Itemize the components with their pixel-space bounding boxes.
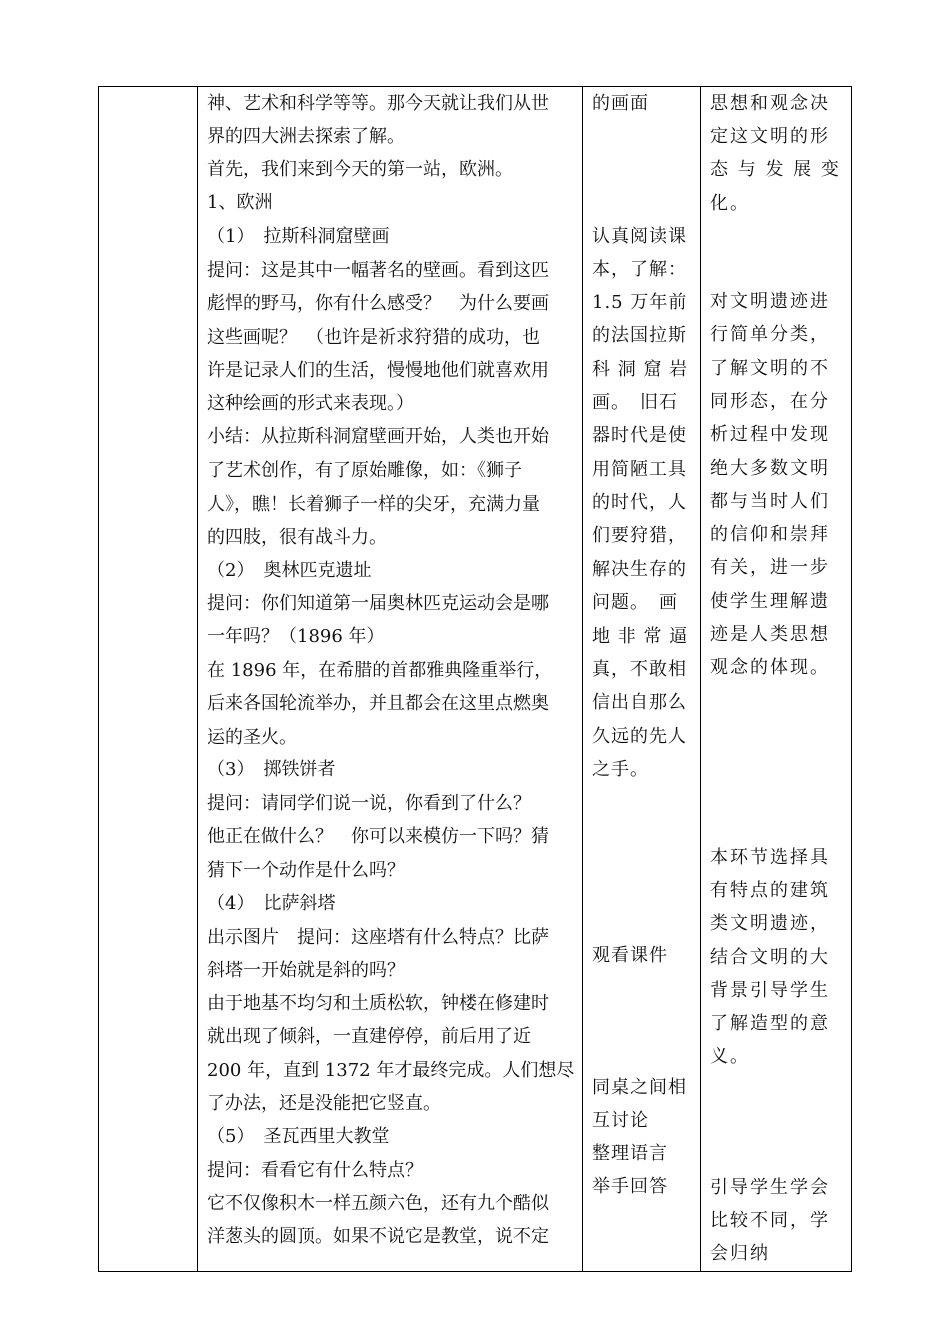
col4-text-line: 都与当时人们 [710, 491, 830, 512]
col4-text-line: 对文明遗迹进 [710, 291, 830, 312]
col4-text-line: 的信仰和崇拜 [710, 524, 830, 545]
col2-text-line: 提问：请同学们说一说，你看到了什么？ [207, 793, 531, 814]
col2-text-line: 界的四大洲去探索了解。 [207, 126, 405, 147]
col2-text-line: 他正在做什么？ 你可以来模仿一下吗？猜 [207, 826, 549, 847]
col3-text-line: 举手回答 [592, 1176, 668, 1197]
col2-text-line: 了办法，还是没能把它竖直。 [207, 1093, 441, 1114]
col3-text-line: 器时代是使 [592, 425, 687, 446]
col4-text-line: 了解造型的意 [710, 1013, 830, 1034]
col4-text-line: 背景引导学生 [710, 980, 830, 1001]
col2-text-line: 首先，我们来到今天的第一站，欧洲。 [207, 159, 513, 180]
teaching-process-column [197, 87, 582, 1271]
col3-text-line: 同桌之间相 [592, 1077, 687, 1098]
col4-text-line: 思想和观念决 [710, 93, 830, 114]
col3-text-line: 信出自那么 [592, 692, 687, 713]
col3-text-line: 用简陋工具 [592, 459, 687, 480]
col3-text-line: 整理语言 [592, 1143, 668, 1164]
col2-text-line: 了艺术创作，有了原始雕像，如：《狮子 [207, 460, 522, 481]
col3-text-line: 观看课件 [592, 945, 668, 966]
col2-text-line: （4） 比萨斜塔 [207, 893, 336, 914]
col3-text-line: 的法国拉斯 [592, 325, 687, 346]
col4-text-line: 比较不同，学 [710, 1210, 830, 1231]
col4-text-line: 结合文明的大 [710, 947, 830, 968]
stage-column [99, 87, 197, 1271]
col4-text-line: 化。 [710, 193, 750, 214]
col3-text-line: 问题。 画 [592, 592, 678, 613]
col3-text-line: 互讨论 [592, 1110, 649, 1131]
col3-text-line: 解决生存的 [592, 559, 687, 580]
col2-text-line: 这种绘画的形式来表现。） [207, 393, 414, 414]
col3-text-line: 之手。 [592, 759, 649, 780]
col4-text-line: 迹是人类思想 [710, 624, 830, 645]
col4-text-line: 定这文明的形 [710, 126, 830, 147]
lesson-table [98, 86, 852, 1272]
col4-text-line: 会归纳 [710, 1243, 770, 1264]
col4-text-line: 本环节选择具 [710, 847, 830, 868]
col2-text-line: （1） 拉斯科洞窟壁画 [207, 226, 390, 247]
col2-text-line: 提问：你们知道第一届奥林匹克运动会是哪 [207, 593, 549, 614]
col2-text-line: 小结：从拉斯科洞窟壁画开始，人类也开始 [207, 426, 549, 447]
design-intent-column [700, 87, 852, 1271]
col4-text-line: 态 与 发 展 变 [710, 159, 841, 180]
col2-text-line: （3） 掷铁饼者 [207, 759, 336, 780]
col3-text-line: 认真阅读课 [592, 226, 687, 247]
col2-text-line: 提问：看看它有什么特点？ [207, 1160, 423, 1181]
col3-text-line: 本，了解： [592, 259, 687, 280]
col4-text-line: 绝大多数文明 [710, 458, 830, 479]
col3-text-line: 的时代，人 [592, 492, 687, 513]
col3-text-line: 1.5 万年前 [592, 292, 688, 313]
col4-text-line: 同形态，在分 [710, 391, 830, 412]
col2-text-line: 出示图片 提问：这座塔有什么特点？比萨 [207, 927, 549, 948]
col3-text-line: 真，不敢相 [592, 659, 687, 680]
col2-text-line: 猜下一个动作是什么吗？ [207, 860, 405, 881]
col2-text-line: 一年吗？（1896 年） [207, 626, 385, 647]
col4-text-line: 类文明遗迹， [710, 913, 830, 934]
col3-text-line: 科 洞 窟 岩 [592, 359, 689, 380]
col2-text-line: 神、艺术和科学等等。那今天就让我们从世 [207, 93, 549, 114]
col3-text-line: 画。 旧石 [592, 392, 678, 413]
col2-text-line: 在 1896 年，在希腊的首都雅典隆重举行， [207, 660, 553, 681]
col2-text-line: 200 年，直到 1372 年才最终完成。人们想尽 [207, 1060, 575, 1081]
col3-text-line: 地 非 常 逼 [592, 626, 689, 647]
col4-text-line: 有关，进一步 [710, 557, 830, 578]
col4-text-line: 引导学生学会 [710, 1177, 830, 1198]
col4-text-line: 有特点的建筑 [710, 880, 830, 901]
col2-text-line: 许是记录人们的生活，慢慢地他们就喜欢用 [207, 360, 549, 381]
col2-text-line: 彪悍的野马，你有什么感受？ 为什么要画 [207, 293, 549, 314]
col2-text-line: 1、欧洲 [207, 192, 273, 213]
col2-text-line: 人》，瞧！长着狮子一样的尖牙，充满力量 [207, 494, 540, 515]
col2-text-line: 的四肢，很有战斗力。 [207, 527, 387, 548]
col2-text-line: （2） 奥林匹克遗址 [207, 560, 372, 581]
col4-text-line: 析过程中发现 [710, 424, 830, 445]
col2-text-line: （5） 圣瓦西里大教堂 [207, 1126, 390, 1147]
col4-text-line: 义。 [710, 1046, 750, 1067]
col2-text-line: 后来各国轮流举办，并且都会在这里点燃奥 [207, 693, 549, 714]
col2-text-line: 就出现了倾斜，一直建停停，前后用了近 [207, 1026, 531, 1047]
col2-text-line: 它不仅像积木一样五颜六色，还有九个酷似 [207, 1193, 549, 1214]
col2-text-line: 由于地基不均匀和土质松软，钟楼在修建时 [207, 993, 549, 1014]
col4-text-line: 观念的体现。 [710, 657, 830, 678]
col2-text-line: 提问：这是其中一幅著名的壁画。看到这匹 [207, 260, 549, 281]
col4-text-line: 行简单分类， [710, 324, 830, 345]
col2-text-line: 运的圣火。 [207, 727, 297, 748]
col2-text-line: 斜塔一开始就是斜的吗？ [207, 960, 405, 981]
col2-text-line: 这些画呢？ （也许是祈求狩猎的成功，也 [207, 327, 540, 348]
col2-text-line: 洋葱头的圆顶。如果不说它是教堂，说不定 [207, 1226, 549, 1247]
col3-text-line: 的画面 [592, 93, 649, 114]
col4-text-line: 了解文明的不 [710, 358, 830, 379]
student-activity-column [582, 87, 700, 1271]
col3-text-line: 久远的先人 [592, 726, 687, 747]
col4-text-line: 使学生理解遗 [710, 591, 830, 612]
col3-text-line: 们要狩猎， [592, 525, 687, 546]
